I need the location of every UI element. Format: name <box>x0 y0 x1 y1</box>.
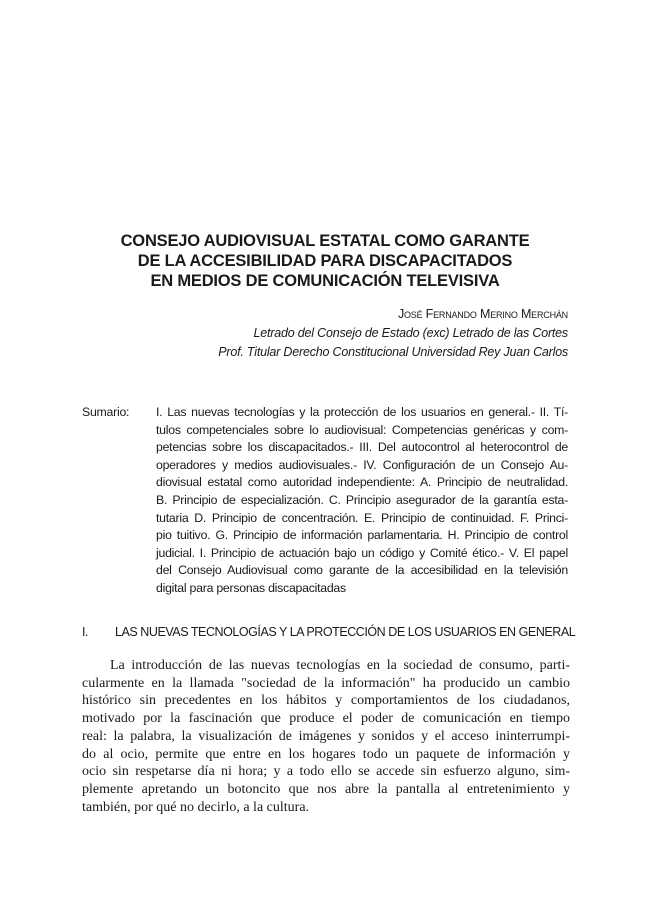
title-line: CONSEJO AUDIOVISUAL ESTATAL COMO GARANTE <box>120 232 530 250</box>
title-line: DE LA ACCESIBILIDAD PARA DISCAPACITADOS <box>137 252 513 270</box>
summary-text <box>156 404 568 598</box>
author-block <box>218 305 568 362</box>
author-role: Prof. Titular Derecho Constitucional Universidad Rey Juan Carlos <box>218 345 568 359</box>
article-title <box>60 231 590 291</box>
summary-line: digital para personas discapacitadas <box>156 580 346 595</box>
paragraph-line: ocio sin respetarse día ni hora; y a todo ello se accede sin esfuerzo alguno, sim- <box>82 764 570 780</box>
paragraph-line: motivado por la fascinación que produce el poder de comunicación en tiempo <box>82 711 570 727</box>
author-name: José Fernando Merino Merchán <box>397 307 568 321</box>
summary-label: Sumario: <box>82 405 130 419</box>
section-heading <box>82 624 576 640</box>
paragraph-line: cularmente en la llamada "sociedad de la información" ha producido un cambio <box>82 675 570 691</box>
summary-line: del Consejo Audiovisual como garante de la accesibilidad en la televisión <box>156 563 568 578</box>
summary-line: B. Principio de especialización. C. Principio asegurador de la garantía esta- <box>156 492 568 507</box>
section-number: I. <box>82 625 89 639</box>
summary-line: tutaria D. Principio de concentración. E. Principio de continuidad. F. Princi- <box>156 510 568 525</box>
body-paragraph <box>82 657 570 816</box>
paragraph-line: La introducción de las nuevas tecnologías en la sociedad de consumo, parti- <box>110 658 570 673</box>
section-heading-text: LAS NUEVAS TECNOLOGÍAS Y LA PROTECCIÓN DE LOS USUARIOS EN GENERAL <box>115 625 576 639</box>
summary-line: diovisual estatal como autoridad independiente: A. Principio de neutralidad. <box>156 475 568 490</box>
summary-line: tulos competenciales sobre lo audiovisual: Competencias genéricas y com- <box>156 422 568 437</box>
summary-line: petencias sobre los discapacitados.- III. Del autocontrol al heterocontrol de <box>156 440 568 455</box>
paragraph-line: también, por qué no decirlo, a la cultura. <box>82 799 310 815</box>
summary-line: I. Las nuevas tecnologías y la protección de los usuarios en general.- II. Tí- <box>156 405 568 419</box>
paragraph-line: plemente apretando un botoncito que nos abre la pantalla al entretenimiento y <box>82 781 570 797</box>
paragraph-line: real: la palabra, la visualización de imágenes y sonidos y el acceso ininterrumpi- <box>82 728 570 744</box>
summary-line: operadores y medios audiovisuales.- IV. Configuración de un Consejo Au- <box>156 457 568 472</box>
paragraph-line: histórico sin precedentes en los hábitos y comportamientos de los ciudadanos, <box>82 693 570 709</box>
paragraph-line: do al ocio, permite que entre en los hogares todo un paquete de información y <box>82 746 570 762</box>
title-line: EN MEDIOS DE COMUNICACIÓN TELEVISIVA <box>150 272 500 290</box>
summary-line: judicial. I. Principio de actuación bajo un código y Comité ético.- V. El papel <box>156 545 568 560</box>
author-role: Letrado del Consejo de Estado (exc) Letrado de las Cortes <box>253 326 568 340</box>
summary-line: pio tuitivo. G. Principio de información parlamentaria. H. Principio de control <box>156 528 568 543</box>
